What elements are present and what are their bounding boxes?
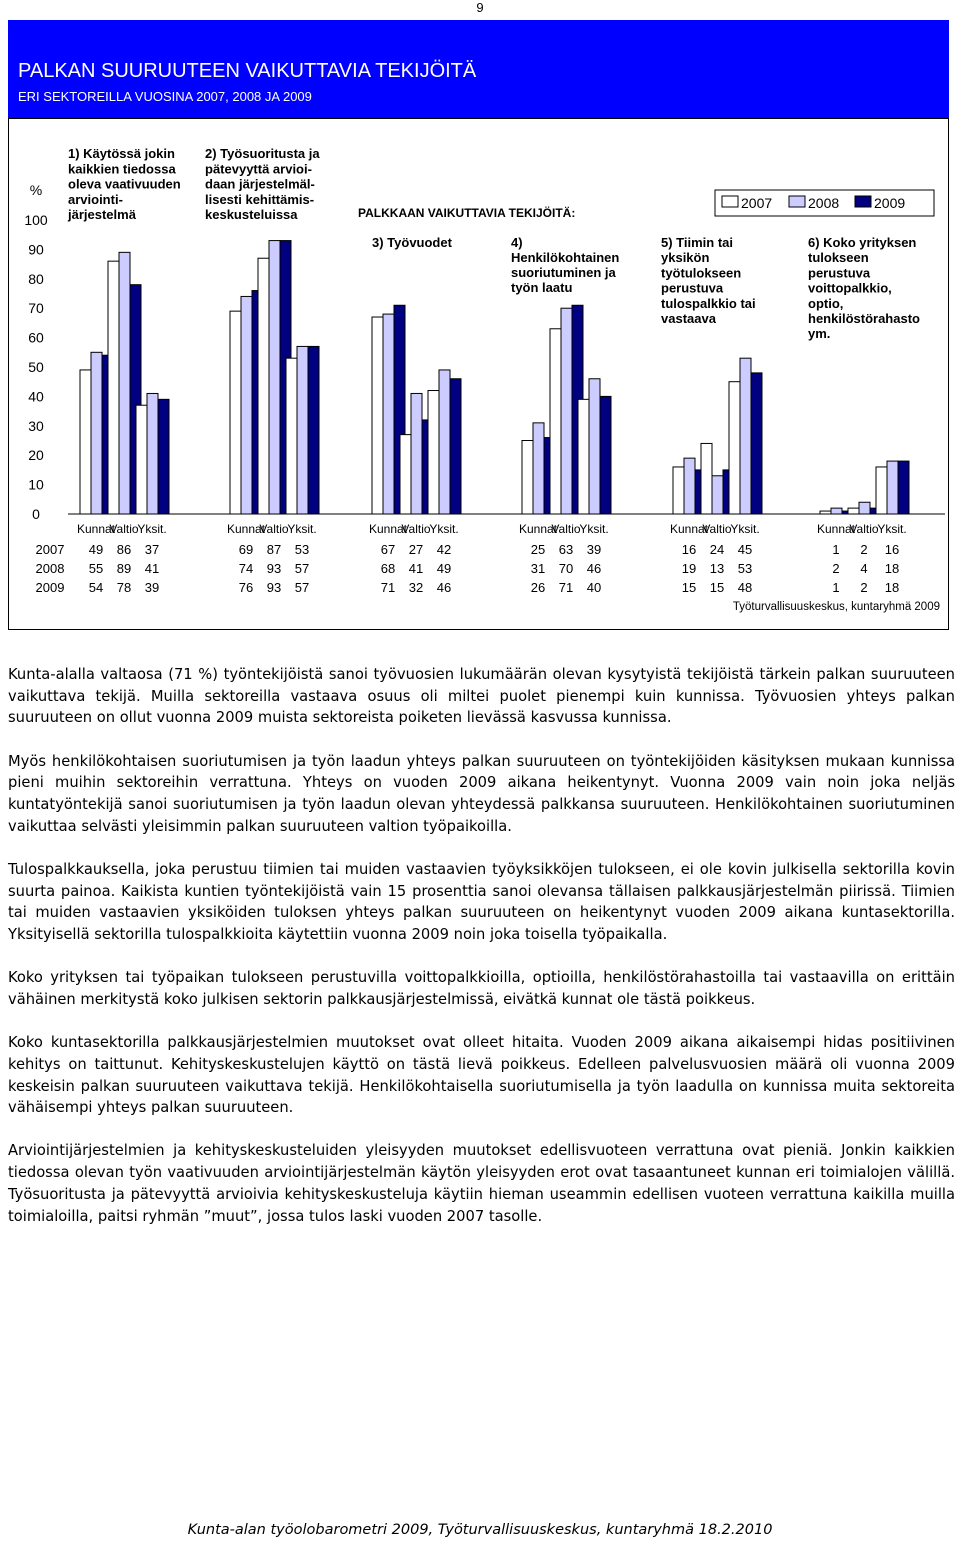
paragraph: Myös henkilökohtaisen suoriutumisen ja työn laadun yhteys palkan suuruuteen on työntekijöiden käsityksen mukaan kunnissa pieni muihin sektoreihin verrattuna. Yhteys on vuoden 2009 aikana heikentynyt. Vuonna 2009 vain noin joka neljäs kuntatyöntekijä sanoi suoriutumisen ja työn laadun olevan yhteydessä palkkansa suuruuteen. Henkilökohtainen suoriutuminen vaikuttaa selvästi yleisimmin palkan suuruuteen valtion työpaikoilla.: [8, 752, 955, 835]
table-cell: 45: [737, 542, 753, 557]
group-label-line: suoriutuminen ja: [511, 265, 616, 280]
table-cell: 32: [408, 580, 424, 595]
sector-label: Yksit.: [137, 522, 167, 536]
bar: [411, 393, 422, 514]
group-label-3: [372, 235, 453, 250]
legend-swatch: [789, 196, 805, 207]
y-tick-label: 70: [28, 300, 44, 317]
table-cell: 31: [530, 561, 546, 576]
paragraph: Kunta-alalla valtaosa (71 %) työntekijöistä sanoi työvuosien lukumäärän olevan kysytyistä tekijöistä tärkein palkan suuruuteen vaikuttava tekijä. Muilla sektoreilla vastaava osuus oli miltei puolet pienempi kuin kunnissa. Työvuosien yhteys palkan suuruuteen on ollut vuonna 2009 muista sektoreista poiketen lievässä kasvussa kunnissa.: [8, 666, 955, 727]
table-cell: 76: [238, 580, 254, 595]
bar: [831, 508, 842, 514]
sector-label: Yksit.: [287, 522, 317, 536]
group-label-line: 6) Koko yrityksen: [808, 235, 917, 250]
bar: [400, 435, 411, 514]
table-cell: 57: [294, 561, 310, 576]
bar: [308, 346, 319, 514]
section-label: PALKKAAN VAIKUTTAVIA TEKIJÖITÄ:: [358, 206, 576, 220]
group-label-line: perustuva: [661, 280, 724, 296]
legend-swatch: [855, 196, 871, 207]
group-label-line: optio,: [808, 295, 844, 311]
group-label-line: tulospalkkio tai: [661, 295, 756, 311]
sector-label: Valtio: [702, 522, 732, 536]
table-cell: 46: [436, 580, 452, 595]
table-cell: 69: [238, 542, 254, 557]
group-label-line: 2) Työsuoritusta ja: [205, 146, 320, 161]
bar: [712, 476, 723, 514]
group-label-line: daan järjestelmäl-: [205, 176, 315, 192]
legend-label: 2008: [808, 195, 840, 211]
table-cell: 4: [860, 561, 868, 576]
table-cell: 18: [884, 580, 900, 595]
sector-label: Valtio: [551, 522, 581, 536]
table-cell: 15: [681, 580, 697, 595]
legend-label: 2007: [741, 195, 773, 211]
sector-label: Yksit.: [579, 522, 609, 536]
bar: [428, 391, 439, 514]
bar: [898, 461, 909, 514]
table-cell: 93: [266, 561, 282, 576]
sector-label: Kunnat: [518, 522, 558, 536]
bar: [740, 358, 751, 514]
table-cell: 18: [884, 561, 900, 576]
table-cell: 16: [884, 542, 900, 557]
legend-swatch: [722, 196, 738, 207]
y-tick-label: 100: [24, 212, 48, 228]
sector-label: Yksit.: [730, 522, 760, 536]
sector-label: Kunnat: [76, 522, 116, 536]
table-cell: 70: [558, 561, 574, 576]
source-note: Työturvallisuuskeskus, kuntaryhmä 2009: [732, 601, 940, 613]
table-cell: 89: [116, 561, 132, 576]
group-label-line: Henkilökohtainen: [511, 250, 620, 265]
bar: [729, 382, 740, 514]
body-text: [8, 664, 955, 1249]
sector-label: Valtio: [401, 522, 431, 536]
bar: [600, 396, 611, 514]
table-cell: 26: [530, 580, 546, 595]
sector-label: Valtio: [109, 522, 139, 536]
y-tick-label: 90: [28, 241, 44, 258]
bar: [80, 370, 91, 514]
bar: [701, 443, 712, 514]
table-row-label: 2009: [35, 580, 65, 595]
bar: [550, 329, 561, 514]
group-label-line: voittopalkkio,: [808, 280, 892, 296]
bar: [561, 308, 572, 514]
bar: [450, 379, 461, 514]
bar: [258, 258, 269, 514]
y-tick-label: 40: [28, 388, 44, 405]
group-label-line: 5) Tiimin tai: [661, 235, 733, 250]
sector-label: Kunnat: [816, 522, 856, 536]
bar-chart: [0, 0, 960, 640]
group-label-line: perustuva: [808, 265, 871, 281]
group-label-line: 4): [511, 235, 523, 250]
table-cell: 71: [380, 580, 396, 595]
paragraph: Koko yrityksen tai työpaikan tulokseen perustuvilla voittopalkkioilla, optioilla, henkilöstörahastoilla tai vastaavilla on erittäin vähäinen merkitystä koko julkisen sektorin palkkausjärjestelmissä, eivätkä kunnat ole tästä poikkeus.: [8, 969, 955, 1008]
bar: [533, 423, 544, 514]
y-axis-label: %: [29, 182, 43, 198]
group-label-line: pätevyyttä arvioi-: [205, 161, 312, 177]
table-cell: 39: [586, 542, 602, 557]
header-title: PALKAN SUURUUTEEN VAIKUTTAVIA TEKIJÖITÄ: [18, 60, 477, 82]
bar: [108, 261, 119, 514]
legend-label: 2009: [874, 195, 906, 211]
y-tick-label: 50: [28, 359, 44, 375]
bar: [684, 458, 695, 514]
group-label-line: työn laatu: [511, 280, 573, 295]
group-label-5: [661, 235, 756, 326]
group-label-line: työtulokseen: [661, 265, 742, 281]
bar: [119, 252, 130, 514]
table-cell: 87: [266, 542, 282, 557]
bar: [589, 379, 600, 514]
y-tick-label: 30: [28, 417, 44, 434]
table-cell: 49: [88, 542, 104, 557]
group-label-line: arviointi-: [68, 191, 123, 207]
bar: [147, 393, 158, 514]
y-tick-label: 0: [32, 506, 40, 522]
sector-label: Kunnat: [226, 522, 266, 536]
group-label-line: vastaava: [661, 311, 716, 326]
bar: [820, 511, 831, 514]
table-cell: 53: [737, 561, 753, 576]
table-cell: 48: [737, 580, 753, 595]
sector-label: Kunnat: [669, 522, 709, 536]
table-cell: 55: [88, 561, 104, 576]
table-cell: 57: [294, 580, 310, 595]
bar: [372, 317, 383, 514]
bar: [286, 358, 297, 514]
sector-label: Valtio: [849, 522, 879, 536]
bar: [439, 370, 450, 514]
group-label-1: [67, 146, 181, 222]
footer: Kunta-alan työolobarometri 2009, Työturvallisuuskeskus, kuntaryhmä 18.2.2010: [187, 1522, 773, 1538]
bar: [136, 405, 147, 514]
paragraph: Koko kuntasektorilla palkkausjärjestelmien muutokset ovat olleet hitaita. Vuoden 2009 aikana aikaisempi hidas positiivinen kehitys on taittunut. Kehityskeskustelujen käyttö on tästä lievä poikkeus. Edelleen palvelusvuosien määrä oli vuonna 2009 keskeisin palkan suuruuteen vaikuttava tekijä. Henkilökohtaisella suoriutumisella ja työn laadulla on kunnissa muita sektoreita vähäisempi yhteys palkan suuruuteen.: [8, 1034, 955, 1117]
y-tick-label: 20: [28, 447, 44, 464]
table-cell: 93: [266, 580, 282, 595]
paragraph: Tulospalkkauksella, joka perustuu tiimien tai muiden vastaavien työyksikköjen tulokseen, ei ole kovin julkisella sektorilla kovin suurta painoa. Kaikista kuntien työntekijöistä vain 15 prosenttia sanoi olevansa tällaisen palkkausjärjestelmän piirissä. Tiimien tai muiden vastaavien yksiköiden tuloksen yhteys palkan suuruuteen on heikentynyt vuoden 2009 aikana kuntasektorilla. Yksityisellä sektorilla tulospalkkioita käytettiin vuonna 2009 noin joka toisella työpaikalla.: [8, 860, 955, 944]
header-subtitle: ERI SEKTOREILLA VUOSINA 2007, 2008 JA 2009: [18, 89, 312, 104]
table-cell: 68: [380, 561, 396, 576]
table-row-label: 2007: [35, 542, 65, 557]
group-label-4: [511, 235, 619, 295]
group-label-line: keskusteluissa: [205, 207, 298, 223]
group-label-line: järjestelmä: [68, 207, 136, 223]
table-cell: 1: [832, 542, 840, 557]
table-cell: 53: [294, 542, 310, 557]
table-cell: 2: [860, 542, 868, 557]
bar: [673, 467, 684, 514]
table-cell: 39: [144, 580, 160, 595]
table-cell: 54: [88, 580, 104, 595]
bar: [230, 311, 241, 514]
table-cell: 2: [832, 561, 840, 576]
group-label-line: henkilöstörahasto: [808, 311, 920, 326]
bar: [751, 373, 762, 514]
bar: [887, 461, 898, 514]
table-row-label: 2008: [35, 561, 65, 576]
table-cell: 25: [530, 542, 546, 557]
bar: [859, 502, 870, 514]
table-cell: 67: [380, 542, 396, 557]
table-cell: 71: [558, 580, 574, 595]
table-cell: 63: [558, 542, 574, 557]
table-cell: 46: [586, 561, 602, 576]
table-cell: 40: [586, 580, 602, 595]
table-cell: 27: [408, 542, 424, 557]
group-label-line: lisesti kehittämis-: [205, 191, 315, 207]
bar: [522, 441, 533, 515]
sector-label: Kunnat: [368, 522, 408, 536]
page-number: 9: [476, 0, 484, 15]
table-cell: 49: [436, 561, 452, 576]
y-tick-label: 80: [28, 270, 44, 287]
table-cell: 42: [436, 542, 452, 557]
table-cell: 86: [116, 542, 132, 557]
table-cell: 74: [238, 561, 254, 576]
table-cell: 78: [116, 580, 132, 595]
sector-label: Yksit.: [877, 522, 907, 536]
sector-label: Yksit.: [429, 522, 459, 536]
y-tick-label: 10: [28, 476, 44, 493]
bar: [269, 241, 280, 514]
table-cell: 2: [860, 580, 868, 595]
group-label-line: ym.: [808, 326, 831, 342]
table-cell: 41: [408, 561, 424, 576]
group-label-line: 3) Työvuodet: [372, 235, 452, 250]
bar: [297, 346, 308, 514]
sector-label: Valtio: [259, 522, 289, 536]
group-label-line: kaikkien tiedossa: [68, 161, 176, 177]
y-tick-label: 60: [28, 329, 44, 346]
table-cell: 13: [709, 561, 725, 576]
table-cell: 19: [681, 561, 697, 576]
table-cell: 1: [832, 580, 840, 595]
bar: [158, 399, 169, 514]
group-label-line: tulokseen: [808, 250, 869, 266]
bar: [241, 296, 252, 514]
table-cell: 41: [144, 561, 160, 576]
group-label-6: [808, 235, 920, 341]
bar: [578, 399, 589, 514]
paragraph: Arviointijärjestelmien ja kehityskeskusteluiden yleisyyden muutokset edellisvuoteen verrattuna ovat pieniä. Jonkin kaikkien tiedossa olevan työn vaativuuden arviointijärjestelmän käytön yleisyyden erot ovat tasaantuneet kunnan eri toimialojen välillä. Työsuoritusta ja pätevyyttä arvioivia kehityskeskusteluja käytiin hieman useammin edellisen vuoteen verrattuna kaikilla muilla toimialoilla, paitsi ryhmän ”muut”, jossa tulos laski vuoden 2007 tasolle.: [8, 1142, 955, 1225]
table-cell: 15: [709, 580, 725, 595]
group-label-line: yksikön: [661, 250, 710, 266]
group-label-line: oleva vaativuuden: [68, 176, 181, 192]
table-cell: 16: [681, 542, 697, 557]
bar: [876, 467, 887, 514]
group-label-2: [205, 146, 320, 222]
group-label-line: 1) Käytössä jokin: [68, 146, 175, 161]
table-cell: 37: [144, 542, 160, 557]
bar: [848, 508, 859, 514]
table-cell: 24: [709, 542, 725, 557]
bar: [383, 314, 394, 514]
bar: [91, 352, 102, 514]
